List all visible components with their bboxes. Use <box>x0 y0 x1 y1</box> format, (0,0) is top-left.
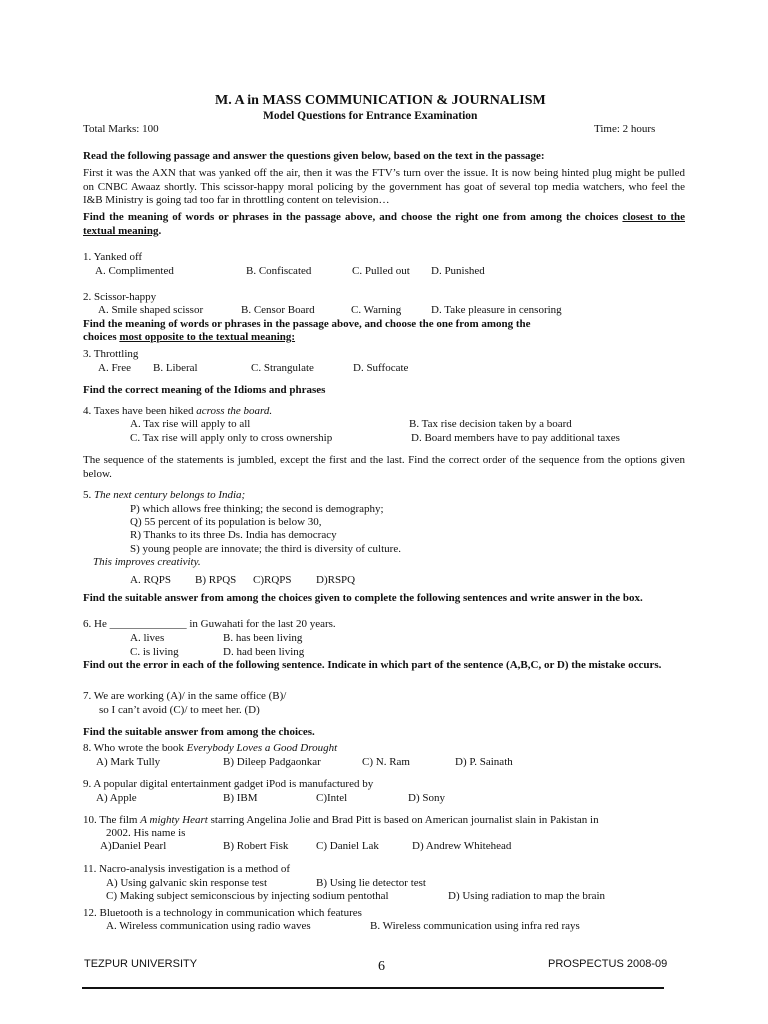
q5-option-b: B) RPQS <box>195 574 237 586</box>
footer-university: TEZPUR UNIVERSITY <box>84 958 198 970</box>
q4-option-b: B. Tax rise decision taken by a board <box>409 418 572 430</box>
q5-part-p: P) which allows free thinking; the second is demography; <box>130 503 384 515</box>
section-error-instruction: Find out the error in each of the following sentence. Indicate in which part of the sentence (A,B,C, or D) the mistake occurs. <box>83 659 662 671</box>
q12-option-b: B. Wireless communication using infra red rays <box>370 920 580 932</box>
section-completion-instruction: Find the suitable answer from among the choices given to complete the following sentences and write answer in the box. <box>83 592 643 604</box>
q8-stem: 8. Who wrote the book Everybody Loves a Good Drought <box>83 742 338 754</box>
q3-option-a: A. Free <box>98 362 131 374</box>
section-gk-heading: Find the suitable answer from among the choices. <box>83 726 315 738</box>
page-number: 6 <box>378 959 385 974</box>
section-synonym-instruction: Find the meaning of words or phrases in the passage above, and choose the right one from among the choices closest to the textual meaning. <box>83 211 685 237</box>
q10-stem-line2: 2002. His name is <box>106 827 186 839</box>
q11-option-b: B) Using lie detector test <box>316 877 426 889</box>
q5-part-q: Q) 55 percent of its population is below 30, <box>130 516 322 528</box>
q1-option-b: B. Confiscated <box>246 265 312 277</box>
q2-option-a: A. Smile shaped scissor <box>98 304 204 316</box>
q8-option-c: C) N. Ram <box>362 756 410 768</box>
q6-option-c: C. is living <box>130 646 179 658</box>
section-antonym-instruction: Find the meaning of words or phrases in the passage above, and choose the one from among the <box>83 318 531 330</box>
q5-part-r: R) Thanks to its three Ds. India has democracy <box>130 529 337 541</box>
footer-rule <box>82 987 664 989</box>
q6-blank: ______________ <box>109 618 187 630</box>
q3-option-d: D. Suffocate <box>353 362 409 374</box>
q6-option-b: B. has been living <box>223 632 303 644</box>
q3-stem: 3. Throttling <box>83 348 139 360</box>
q5-last: This improves creativity. <box>93 556 201 568</box>
q8-option-b: B) Dileep Padgaonkar <box>223 756 321 768</box>
q3-option-b: B. Liberal <box>153 362 198 374</box>
q9-option-c: C)Intel <box>316 792 348 804</box>
q10-stem: 10. The film A mighty Heart starring Angelina Jolie and Brad Pitt is based on American journalist slain in Pakistan in <box>83 814 599 826</box>
q12-stem: 12. Bluetooth is a technology in communication which features <box>83 907 362 919</box>
q7-line2: so I can’t avoid (C)/ to meet her. (D) <box>99 704 260 716</box>
q7-line1: 7. We are working (A)/ in the same office (B)/ <box>83 690 287 702</box>
q4-stem: 4. Taxes have been hiked across the board. <box>83 405 273 417</box>
passage-instruction: Read the following passage and answer the questions given below, based on the text in the passage: <box>83 150 545 162</box>
q8-option-a: A) Mark Tully <box>96 756 161 768</box>
q5-option-d: D)RSPQ <box>316 574 356 586</box>
q11-stem: 11. Nacro-analysis investigation is a method of <box>83 863 291 875</box>
q9-option-d: D) Sony <box>408 792 445 804</box>
page-subtitle: Model Questions for Entrance Examination <box>263 110 478 122</box>
q2-stem: 2. Scissor-happy <box>83 291 157 303</box>
q2-option-b: B. Censor Board <box>241 304 315 316</box>
q1-option-a: A. Complimented <box>95 265 174 277</box>
q1-stem: 1. Yanked off <box>83 251 143 263</box>
time-allowed: Time: 2 hours <box>594 123 656 135</box>
q5-part-s: S) young people are innovate; the third is diversity of culture. <box>130 543 401 555</box>
q3-option-c: C. Strangulate <box>251 362 314 374</box>
q10-option-c: C) Daniel Lak <box>316 840 379 852</box>
q6-option-a: A. lives <box>130 632 165 644</box>
q2-option-c: C. Warning <box>351 304 402 316</box>
q5-first: 5. The next century belongs to India; <box>83 489 246 501</box>
q8-option-d: D) P. Sainath <box>455 756 513 768</box>
q5-option-a: A. RQPS <box>130 574 171 586</box>
q11-option-a: A) Using galvanic skin response test <box>106 877 267 889</box>
q12-option-a: A. Wireless communication using radio waves <box>106 920 311 932</box>
q9-option-a: A) Apple <box>96 792 137 804</box>
q10-option-a: A)Daniel Pearl <box>100 840 167 852</box>
q9-stem: 9. A popular digital entertainment gadget iPod is manufactured by <box>83 778 374 790</box>
q11-option-c: C) Making subject semiconscious by injecting sodium pentothal <box>106 890 389 902</box>
q5-option-c: C)RQPS <box>253 574 292 586</box>
q4-option-c: C. Tax rise will apply only to cross ownership <box>130 432 333 444</box>
q2-option-d: D. Take pleasure in censoring <box>431 304 562 316</box>
footer-prospectus: PROSPECTUS 2008-09 <box>548 958 668 970</box>
section-antonym-instruction-2: choices most opposite to the textual meaning: <box>83 331 296 343</box>
q11-option-d: D) Using radiation to map the brain <box>448 890 606 902</box>
section-idioms-heading: Find the correct meaning of the Idioms and phrases <box>83 384 326 396</box>
q1-option-d: D. Punished <box>431 265 485 277</box>
q1-option-c: C. Pulled out <box>352 265 410 277</box>
passage-text: First it was the AXN that was yanked off the air, then it was the FTV’s turn over the issue. It is now being hinted plug might be pulled on CNBC Awaaz shortly. This scissor-happy moral policing by the government has goat of several top media watchers, who feel the I&B Ministry is going tad too far in throttling content on television… <box>83 167 685 206</box>
q6-option-d: D. had been living <box>223 646 305 658</box>
total-marks: Total Marks: 100 <box>83 123 159 135</box>
q10-option-b: B) Robert Fisk <box>223 840 289 852</box>
q4-option-a: A. Tax rise will apply to all <box>130 418 251 430</box>
q6-stem: 6. He ______________ in Guwahati for the last 20 years. <box>83 618 336 630</box>
q9-option-b: B) IBM <box>223 792 258 804</box>
page-title: M. A in MASS COMMUNICATION & JOURNALISM <box>215 93 546 108</box>
section-sequence-instruction: The sequence of the statements is jumbled, except the first and the last. Find the correct order of the sequence from the options given below. <box>83 454 685 480</box>
q10-option-d: D) Andrew Whitehead <box>412 840 512 852</box>
q4-option-d: D. Board members have to pay additional taxes <box>411 432 620 444</box>
